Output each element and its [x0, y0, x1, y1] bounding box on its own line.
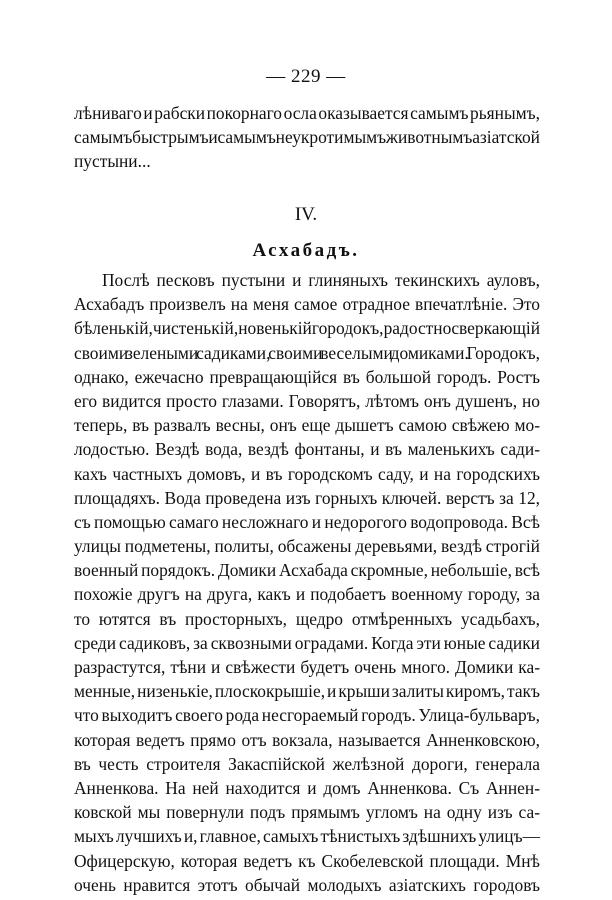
text-line: улицы подметены, политы, обсажены деревьями, вездѣ строгій	[74, 536, 540, 557]
text-line: среди садиковъ, за сквозными оградами. Когда эти юные садики	[74, 632, 540, 653]
text-line: похожіе другъ на друга, какъ и подобаетъ военному городу, за	[74, 584, 540, 605]
text-line: бѣленькій, чистенькій, новенькій городокъ, радостно сверкающій	[74, 318, 540, 339]
text-line: въ честь строителя Закаспійской желѣзной дороги, генерала	[74, 753, 540, 774]
chapter-number: IV.	[294, 204, 318, 225]
text-line: ковской мы повернули подъ прямымъ угломъ на одну изъ са-	[74, 802, 540, 823]
text-line: своими зелеными садиками, своими веселыми домиками. Городокъ,	[74, 342, 540, 363]
text-line: Анненкова. На ней находится и домъ Анненкова. Съ Аннен-	[74, 777, 540, 798]
text-line: кахъ частныхъ домовъ, и въ городскомъ саду, и на городскихъ	[74, 463, 540, 484]
text-line: лѣниваго и рабски покорнаго осла оказывается самымъ рьянымъ,	[74, 103, 540, 123]
text-line: Асхабадъ произвелъ на меня самое отрадное впечатлѣніе. Это	[74, 294, 540, 315]
text-line: однако, ежечасно превращающійся въ большой городъ. Ростъ	[74, 366, 540, 387]
text-line: его видится просто глазами. Говорятъ, лѣтомъ онъ душенъ, но	[74, 390, 540, 411]
text-line: которая ведетъ прямо отъ вокзала, называется Анненковскою,	[74, 729, 540, 750]
text-line: Офицерскую, которая ведетъ къ Скобелевской площади. Мнѣ	[74, 850, 540, 871]
continuation-paragraph	[74, 101, 540, 174]
text-line: менные, низенькіе, плоскокрышіе, и крыши залиты киромъ, такъ	[74, 681, 540, 702]
text-line: военный порядокъ. Домики Асхабада скромные, небольшіе, всѣ	[74, 560, 540, 581]
text-line: лодостью. Вездѣ вода, вездѣ фонтаны, и въ маленькихъ сади-	[74, 439, 540, 460]
text-line: что выходитъ своего рода несгораемый городъ. Улица-бульваръ,	[74, 705, 540, 726]
text-line: то ютятся въ просторныхъ, щедро отмѣренныхъ усадьбахъ,	[74, 608, 540, 629]
text-line: пустыни...	[74, 151, 151, 172]
text-line: самымъ быстрымъ и самымъ неукротимымъ животнымъ азіатской	[74, 127, 540, 148]
text-line: разрастутся, тѣни и свѣжести будетъ очень много. Домики ка-	[74, 657, 540, 677]
chapter-title: Асхабадъ.	[252, 240, 360, 261]
page-number: — 229 —	[266, 66, 346, 87]
text-line: мыхъ лучшихъ и, главное, самыхъ тѣнистыхъ здѣшнихъ улицъ—	[74, 826, 540, 847]
text-line: Послѣ песковъ пустыни и глиняныхъ текинскихъ ауловъ,	[102, 270, 540, 290]
text-line: площадяхъ. Вода проведена изъ горныхъ ключей. верстъ за 12,	[74, 487, 540, 508]
text-line: теперь, въ развалъ весны, онъ еще дышетъ самою свѣжею мо-	[74, 415, 540, 436]
body-paragraph	[74, 268, 540, 897]
text-line: съ помощью самаго несложнаго и недорогого водопровода. Всѣ	[74, 511, 540, 532]
text-line: очень нравится этотъ обычай молодыхъ азіатскихъ городовъ	[74, 874, 540, 895]
